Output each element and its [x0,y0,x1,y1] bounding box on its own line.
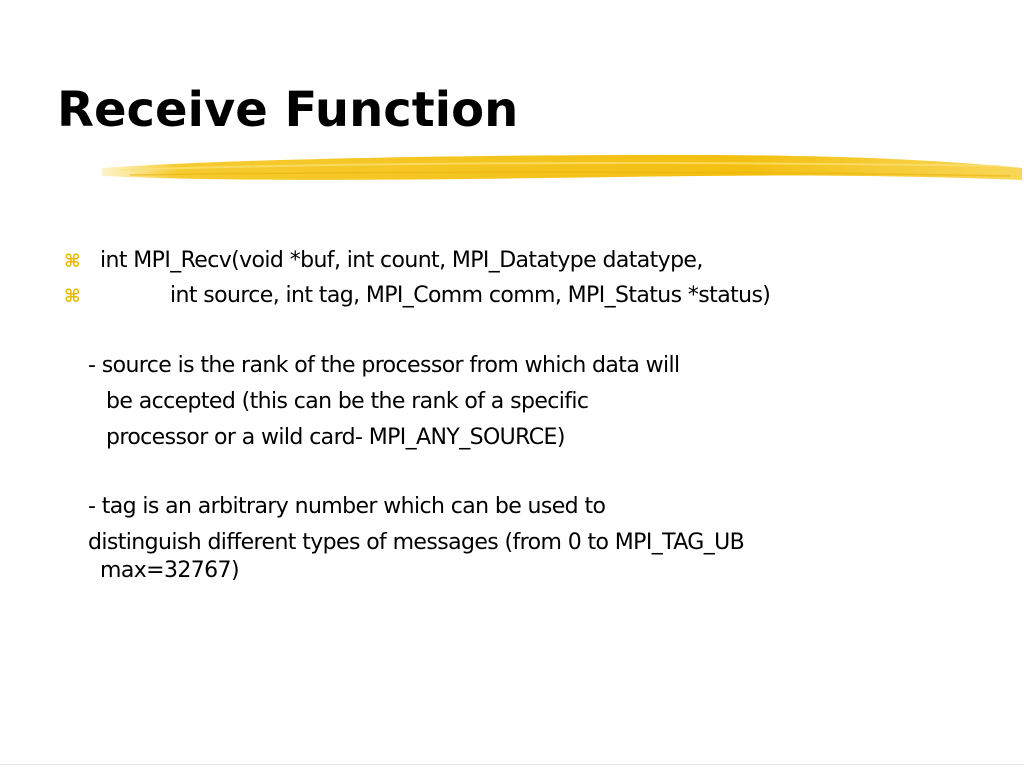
bullet-icon: ⌘ [64,286,81,307]
tag-description-line: - tag is an arbitrary number which can be used to [88,494,606,519]
source-description-line: be accepted (this can be the rank of a specific [106,389,589,414]
source-description-line: processor or a wild card- MPI_ANY_SOURCE) [106,425,565,450]
tag-description-line: max=32767) [100,558,239,583]
title-underline-swash [100,150,1024,190]
tag-description-line: distinguish different types of messages (from 0 to MPI_TAG_UB [88,530,745,555]
bullet-icon: ⌘ [64,251,81,272]
bullet-text: int MPI_Recv(void *buf, int count, MPI_Datatype datatype, [100,248,703,273]
bottom-divider [0,764,1024,765]
bullet-text: int source, int tag, MPI_Comm comm, MPI_Status *status) [170,283,771,308]
slide-title: Receive Function [57,82,519,138]
source-description-line: - source is the rank of the processor from which data will [88,353,680,378]
